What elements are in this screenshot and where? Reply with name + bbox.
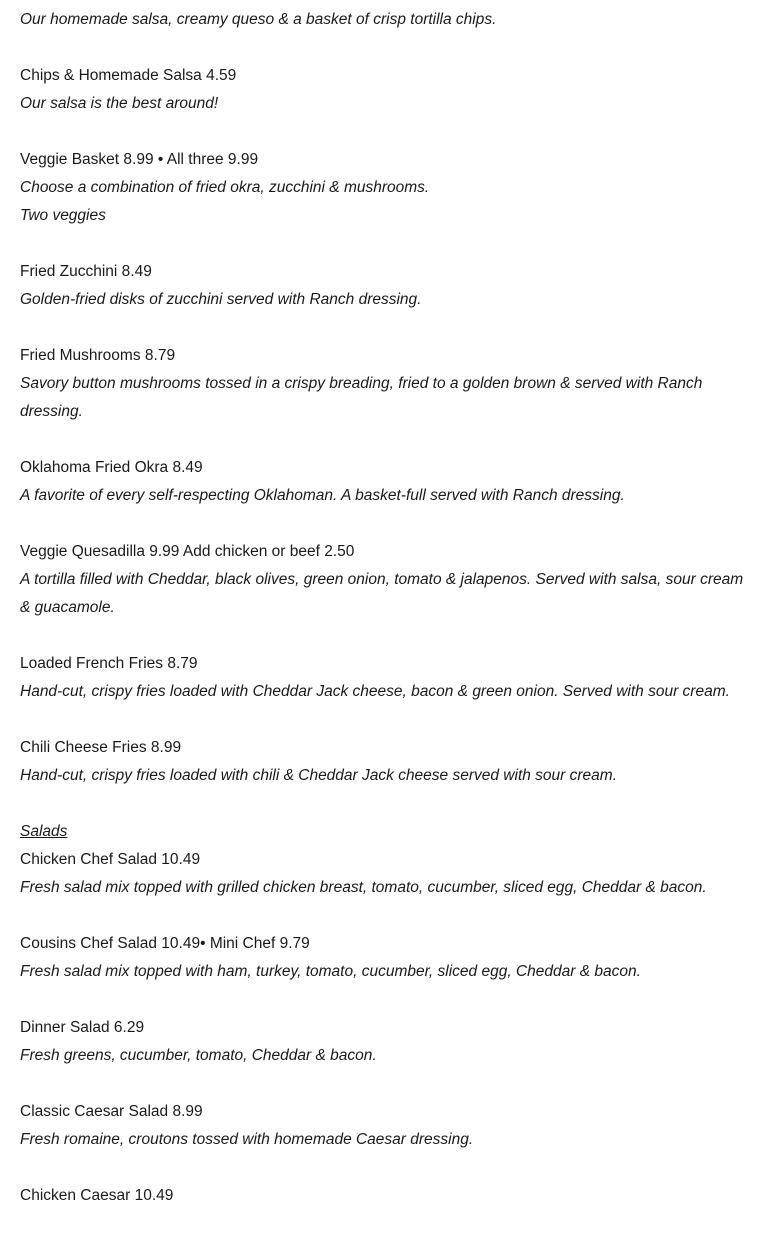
menu-item-title: Chili Cheese Fries 8.99: [20, 739, 182, 756]
menu-item-description: Fresh salad mix topped with grilled chicken breast, tomato, cucumber, sliced egg, Cheddar & bacon.: [20, 879, 707, 896]
menu-spacer: [20, 314, 755, 342]
menu-item-title: Fried Zucchini 8.49: [20, 263, 152, 280]
menu-item-title: Chicken Caesar 10.49: [20, 1187, 174, 1204]
menu-spacer: [20, 118, 755, 146]
menu-item-title: Dinner Salad 6.29: [20, 1019, 145, 1036]
menu-item-description: Our homemade salsa, creamy queso & a basket of crisp tortilla chips.: [20, 11, 497, 28]
menu-spacer: [20, 230, 755, 258]
menu-spacer: [20, 1154, 755, 1182]
menu-item-description: Choose a combination of fried okra, zucchini & mushrooms.: [20, 179, 430, 196]
menu-item-description: Savory button mushrooms tossed in a crispy breading, fried to a golden brown & served with Ranch dressing.: [20, 375, 703, 420]
menu-item-description: Two veggies: [20, 207, 106, 224]
menu-item-description: Fresh salad mix topped with ham, turkey, tomato, cucumber, sliced egg, Cheddar & bacon.: [20, 963, 641, 980]
menu-item-title: Classic Caesar Salad 8.99: [20, 1103, 203, 1120]
menu-item-title: Cousins Chef Salad 10.49• Mini Chef 9.79: [20, 935, 310, 952]
menu-item-title: Loaded French Fries 8.79: [20, 655, 198, 672]
menu-spacer: [20, 986, 755, 1014]
menu-item-title: Veggie Quesadilla 9.99 Add chicken or beef 2.50: [20, 543, 355, 560]
menu-spacer: [20, 902, 755, 930]
menu-spacer: [20, 706, 755, 734]
menu-item-description: A favorite of every self-respecting Oklahoman. A basket-full served with Ranch dressing.: [20, 487, 625, 504]
menu-item-title: Fried Mushrooms 8.79: [20, 347, 176, 364]
menu-item-description: Fresh romaine, croutons tossed with homemade Caesar dressing.: [20, 1131, 474, 1148]
menu-item-description: Hand-cut, crispy fries loaded with chili & Cheddar Jack cheese served with sour cream.: [20, 767, 618, 784]
menu-item-description: Golden-fried disks of zucchini served with Ranch dressing.: [20, 291, 422, 308]
menu-item-description: Fresh greens, cucumber, tomato, Cheddar & bacon.: [20, 1047, 377, 1064]
menu-spacer: [20, 622, 755, 650]
menu-item-title: Veggie Basket 8.99 • All three 9.99: [20, 151, 259, 168]
menu-item-title: Chicken Chef Salad 10.49: [20, 851, 201, 868]
menu-item-title: Chips & Homemade Salsa 4.59: [20, 67, 237, 84]
menu-item-description: A tortilla filled with Cheddar, black olives, green onion, tomato & jalapenos. Served with salsa, sour cream & guacamole.: [20, 571, 744, 616]
menu-item-title: Oklahoma Fried Okra 8.49: [20, 459, 203, 476]
menu-item-description: Hand-cut, crispy fries loaded with Cheddar Jack cheese, bacon & green onion. Served with sour cream.: [20, 683, 730, 700]
menu-spacer: [20, 34, 755, 62]
menu-spacer: [20, 1070, 755, 1098]
menu-spacer: [20, 426, 755, 454]
menu-spacer: [20, 790, 755, 818]
menu-item-description: Our salsa is the best around!: [20, 95, 219, 112]
section-heading-salads: Salads: [20, 823, 68, 840]
menu-document: [20, 0, 755, 1210]
menu-spacer: [20, 510, 755, 538]
